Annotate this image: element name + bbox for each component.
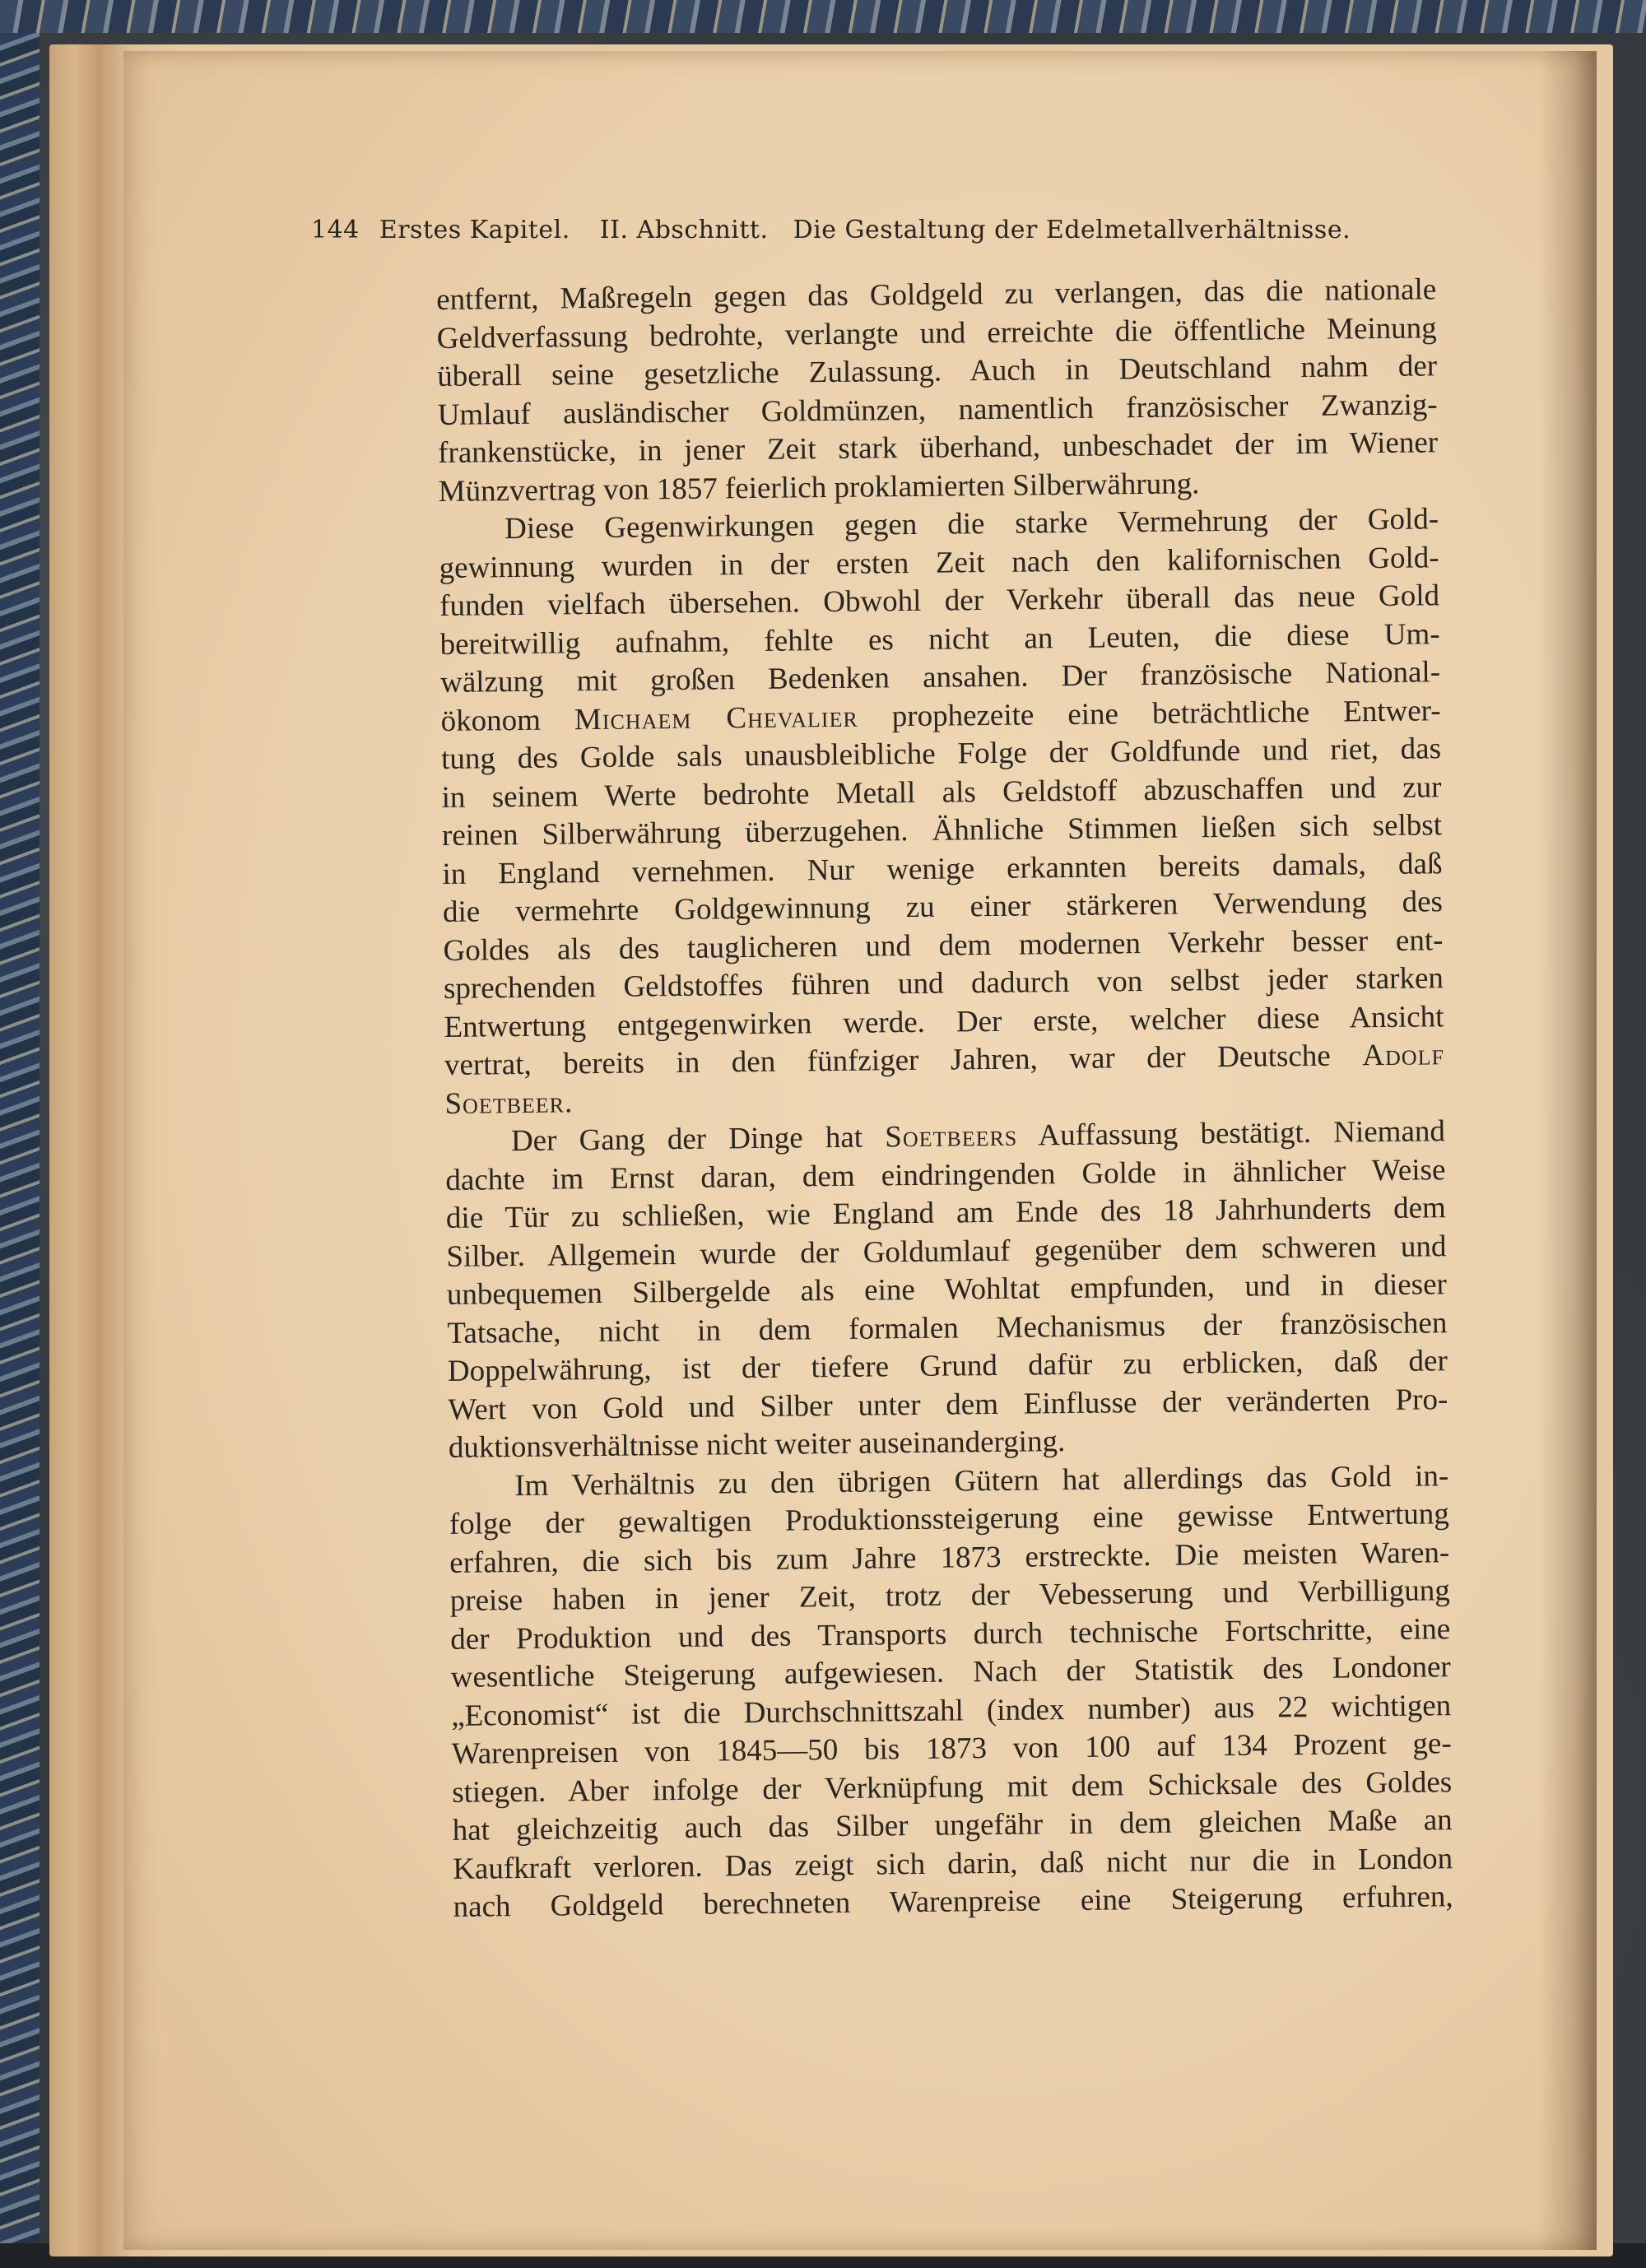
text-line: wälzung mit großen Bedenken ansahen. Der französische National-: [439, 655, 1441, 699]
author-name: Adolf: [1362, 1038, 1445, 1073]
text-line: frankenstücke, in jener Zeit stark überhand, unbeschadet der im Wiener: [437, 425, 1439, 470]
text-line: die Tür zu schließen, wie England am Ende des 18 Jahrhunderts dem: [445, 1191, 1447, 1235]
author-name: Michaem Chevalier: [574, 699, 858, 737]
text-line: stiegen. Aber infolge der Verknüpfung mit dem Schicksale des Goldes: [452, 1764, 1453, 1810]
page-gutter-shadow: [1539, 51, 1597, 2250]
text-line: Warenpreisen von 1845—50 bis 1873 von 100 auf 134 Prozent ge-: [451, 1727, 1452, 1771]
text-line: funden vielfach übersehen. Obwohl der Verkehr überall das neue Gold: [439, 579, 1440, 623]
text-line: dachte im Ernst daran, dem eindringenden Golde in ähnlicher Weise: [445, 1152, 1446, 1197]
text-line: Silber. Allgemein wurde der Goldumlauf gegenüber dem schweren und: [446, 1229, 1447, 1274]
text-line: nach Goldgeld berechneten Warenpreise eine Steigerung erfuhren,: [453, 1880, 1453, 1924]
text-fragment: ökonom: [440, 703, 542, 738]
page-number: 144: [311, 216, 360, 244]
section-label: II. Abschnitt.: [599, 216, 769, 244]
author-name: Soetbeers: [885, 1118, 1018, 1155]
text-line: Im Verhältnis zu den übrigen Gütern hat allerdings das Gold in-: [514, 1458, 1449, 1503]
text-line: preise haben in jener Zeit, trotz der Vebesserung und Verbilligung: [449, 1573, 1450, 1618]
text-line: gewinnung wurden in der ersten Zeit nach den kalifornischen Gold-: [439, 540, 1439, 585]
text-line: entfernt, Maßregeln gegen das Goldgeld zu verlangen, das die nationale: [436, 272, 1437, 317]
text-line: der Produktion und des Transports durch technische Fortschritte, eine: [450, 1611, 1451, 1657]
text-line: Doppelwährung, ist der tiefere Grund dafür zu erblicken, daß der: [447, 1344, 1448, 1388]
text-line: bereitwillig aufnahm, fehlte es nicht an Leuten, die diese Um-: [439, 616, 1440, 662]
cover-marbled-edge-left: [0, 0, 40, 2268]
text-line: in seinem Werte bedrohte Metall als Geldstoff abzuschaffen und zur: [441, 769, 1442, 815]
text-fragment: Auffassung bestätigt. Niemand: [1038, 1114, 1446, 1153]
cover-marbled-edge-top: [0, 0, 1646, 33]
text-line: „Economist“ ist die Durchschnittszahl (index number) aus 22 wichtigen: [451, 1688, 1452, 1733]
author-name: Soetbeer.: [444, 1085, 574, 1121]
text-line: Diese Gegenwirkungen gegen die starke Vermehrung der Gold-: [504, 502, 1439, 546]
text-line: erfahren, die sich bis zum Jahre 1873 erstreckte. Die meisten Waren-: [449, 1535, 1450, 1580]
text-line: in England vernehmen. Nur wenige erkannten bereits damals, daß: [442, 846, 1443, 891]
text-line: überall seine gesetzliche Zulassung. Auch in Deutschland nahm der: [436, 349, 1438, 393]
text-line: Entwertung entgegenwirken werde. Der erste, welcher diese Ansicht: [444, 999, 1444, 1044]
text-line: unbequemen Silbergelde als eine Wohltat empfunden, und in dieser: [446, 1267, 1448, 1312]
text-line: Goldes als des tauglicheren und dem modernen Verkehr besser ent-: [443, 923, 1444, 968]
text-line: duktionsverhältnisse nicht weiter auseinanderging.: [448, 1424, 1066, 1465]
chapter-label: Erstes Kapitel.: [379, 216, 570, 244]
text-line: tung des Golde sals unausbleibliche Folge der Goldfunde und riet, das: [440, 732, 1442, 776]
text-fragment: vertrat, bereits in den fünfziger Jahren, war der Deutsche: [444, 1039, 1331, 1082]
text-line: sprechenden Geldstoffes führen und dadurch von selbst jeder starken: [443, 961, 1444, 1006]
text-line: Wert von Gold und Silber unter dem Einflusse der veränderten Pro-: [448, 1382, 1448, 1427]
running-header: [311, 216, 1422, 244]
text-line: Umlauf ausländischer Goldmünzen, namentlich französischer Zwanzig-: [437, 387, 1438, 432]
text-line: Geldverfassung bedrohte, verlangte und erreichte die öffentliche Meinung: [436, 310, 1437, 356]
text-line: Münzvertrag von 1857 feierlich proklamierten Silberwährung.: [438, 466, 1200, 509]
text-line: wesentliche Steigerung aufgewiesen. Nach der Statistik des Londoner: [450, 1650, 1451, 1694]
running-title: Die Gestaltung der Edelmetallverhältnisse.: [793, 216, 1351, 244]
text-line: folge der gewaltigen Produktionssteigerung eine gewisse Entwertung: [449, 1497, 1449, 1541]
text-fragment: Der Gang der Dinge hat: [510, 1120, 863, 1159]
text-line: reinen Silberwährung überzugehen. Ähnliche Stimmen ließen sich selbst: [441, 808, 1443, 853]
text-line: Tatsache, nicht in dem formalen Mechanismus der französischen: [447, 1305, 1448, 1350]
text-fragment: prophezeite eine beträchtliche Entwer-: [891, 693, 1441, 733]
text-line: die vermehrte Goldgewinnung zu einer stärkeren Verwendung des: [442, 885, 1444, 929]
text-line: Kaufkraft verloren. Das zeigt sich darin, daß nicht nur die in London: [452, 1841, 1453, 1886]
body-text: [436, 271, 1453, 1926]
text-line: hat gleichzeitig auch das Silber ungefähr in dem gleichen Maße an: [452, 1803, 1453, 1847]
